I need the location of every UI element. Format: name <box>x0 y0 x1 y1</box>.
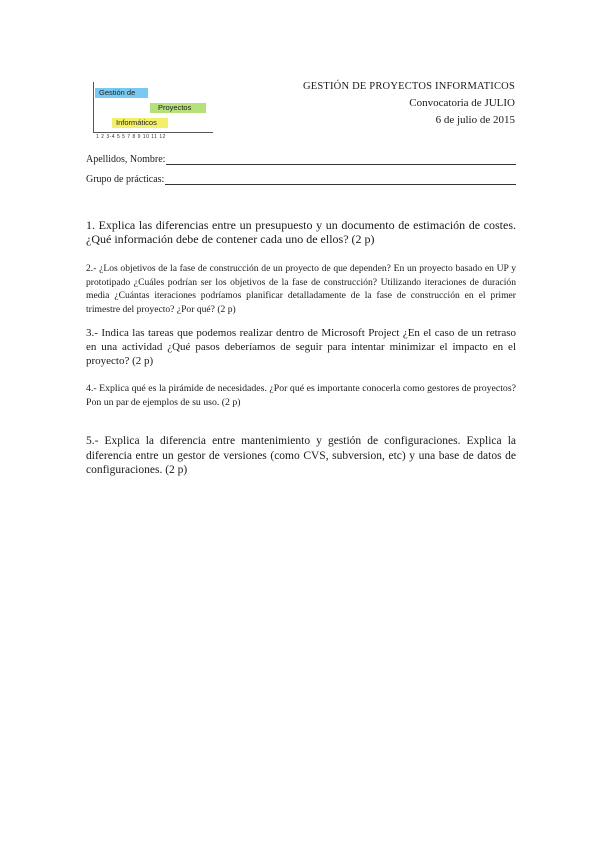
exam-session: Convocatoria de JULIO <box>409 97 515 109</box>
question-2: 2.- ¿Los objetivos de la fase de construcción de un proyecto de que dependen? En un proyecto basado en UP y prototipado ¿Cuáles podrían ser los objetivos de la fase de construcción? Utilizando iteraciones de duración media ¿Cuántas iteraciones podríamos planificar detalladamente de la fase de construcción en el primer trimestre del proyecto? ¿Por qué? (2 p) <box>86 263 516 315</box>
group-field <box>86 174 516 185</box>
group-field-label: Grupo de prácticas: <box>86 174 165 185</box>
document-header <box>303 78 515 129</box>
logo-axis-vertical <box>93 82 94 132</box>
logo-bar-proyectos: Proyectos <box>150 103 206 113</box>
question-1: 1. Explica las diferencias entre un presupuesto y un documento de estimación de costes. ¿Qué información debe de contener cada uno de ellos? (2 p) <box>86 218 516 246</box>
logo-bar-gestion: Gestión de <box>95 88 148 98</box>
exam-date: 6 de julio de 2015 <box>435 114 515 126</box>
logo-tick-labels: 1 2 3-4 5 5 7 8 9 10 11 12 <box>96 134 166 140</box>
logo-bar-informaticos: Informáticos <box>112 118 168 128</box>
group-field-line <box>165 174 516 185</box>
name-field-line <box>166 154 516 165</box>
question-3: 3.- Indica las tareas que podemos realizar dentro de Microsoft Project ¿En el caso de un retraso en una actividad ¿Qué pasos deberíamos de seguir para intentar minimizar el impacto en el proyecto? (2 p) <box>86 327 516 367</box>
course-logo <box>88 82 218 142</box>
question-5: 5.- Explica la diferencia entre mantenimiento y gestión de configuraciones. Explica la diferencia entre un gestor de versiones (como CVS, subversion, etc) y una base de datos de configuraciones. (2 p) <box>86 435 516 476</box>
name-field-label: Apellidos, Nombre: <box>86 154 166 165</box>
name-field <box>86 154 516 165</box>
document-title: GESTIÓN DE PROYECTOS INFORMATICOS <box>302 81 515 92</box>
logo-axis-horizontal <box>93 132 213 133</box>
question-4: 4.- Explica qué es la pirámide de necesidades. ¿Por qué es importante conocerla como gestores de proyectos? Pon un par de ejemplos de su uso. (2 p) <box>86 383 516 408</box>
